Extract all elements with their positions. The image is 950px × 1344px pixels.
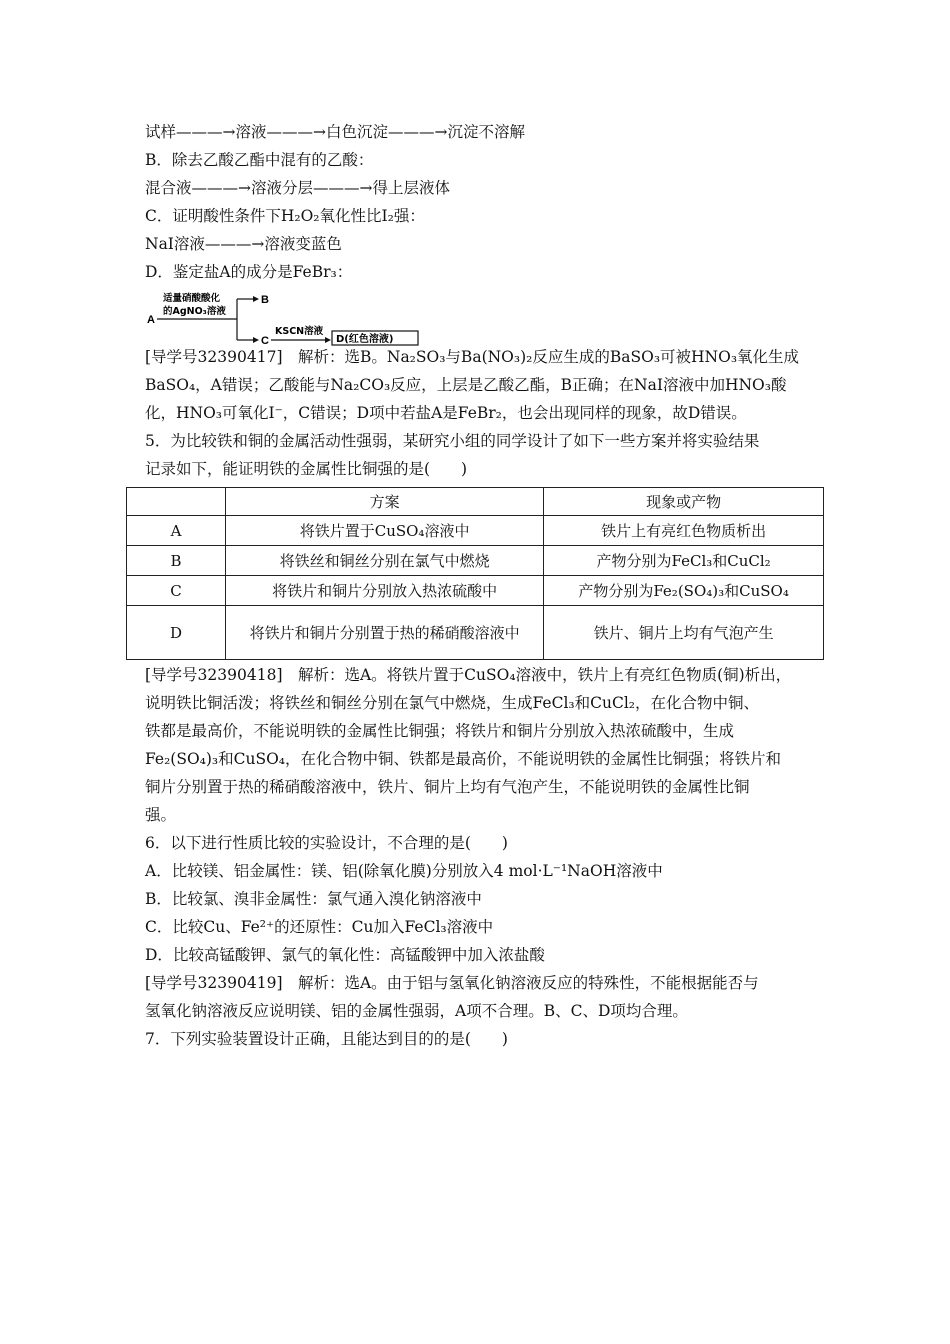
q5-line: 5．为比较铁和铜的金属活动性强弱，某研究小组的同学设计了如下一些方案并将实验结果 [145,432,760,450]
table-cell: 产物分别为FeCl₃和CuCl₂ [544,546,824,576]
table-header-cell: 现象或产物 [544,488,824,516]
diagram-label-b: B [261,294,269,306]
table-header-cell [127,488,226,516]
diagram-label-a: A [147,314,155,326]
q6-option: C．比较Cu、Fe²⁺的还原性：Cu加入FeCl₃溶液中 [145,918,494,936]
q4-answer-line: BaSO₄，A错误；乙酸能与Na₂CO₃反应，上层是乙酸乙酯，B正确；在NaI溶液中加HNO₃酸 [145,376,787,394]
q4-answer-line: 化，HNO₃可氧化I⁻，C错误；D项中若盐A是FeBr₂，也会出现同样的现象，故D错误。 [145,404,747,422]
fecl-test-diagram [145,290,425,346]
diagram-result: D(红色溶液) [336,334,394,345]
q5-answer-line: [导学号32390418] 解析：选A。将铁片置于CuSO₄溶液中，铁片上有亮红色物质(铜)析出， [145,666,792,684]
diagram-reagent2: KSCN溶液 [275,326,324,337]
option-a-flow: 试样———→溶液———→白色沉淀———→沉淀不溶解 [145,123,525,141]
table-cell: C [127,576,226,606]
table-cell: B [127,546,226,576]
q5-line: 记录如下，能证明铁的金属性比铜强的是( ) [145,460,468,478]
table-cell: 铁片上有亮红色物质析出 [544,516,824,546]
option-b-flow: 混合液———→溶液分层———→得上层液体 [145,179,450,197]
option-c-title: C．证明酸性条件下H₂O₂氧化性比I₂强： [145,207,425,225]
table-cell: 铁片、铜片上均有气泡产生 [544,606,824,660]
question-6 [145,829,825,969]
table-cell: 将铁片和铜片分别放入热浓硫酸中 [225,576,543,606]
table-row [127,546,824,576]
table-header-row [127,488,824,516]
table-cell: 将铁片置于CuSO₄溶液中 [225,516,543,546]
table-cell: 将铁片和铜片分别置于热的稀硝酸溶液中 [225,606,543,660]
q6-answer-line: 氢氧化钠溶液反应说明镁、铝的金属性强弱，A项不合理。B、C、D项均合理。 [145,1002,688,1020]
q7-line: 7．下列实验装置设计正确，且能达到目的的是( ) [145,1030,508,1048]
q6-option: B．比较氯、溴非金属性：氯气通入溴化钠溶液中 [145,890,482,908]
q4-answer [145,343,825,427]
table-header-cell: 方案 [225,488,543,516]
q5-answer-line: 铜片分别置于热的稀硝酸溶液中，铁片、铜片上均有气泡产生，不能说明铁的金属性比铜 [145,778,750,796]
q5-answer-line: 强。 [145,806,177,824]
option-c-flow: NaI溶液———→溶液变蓝色 [145,235,342,253]
q4-answer-line: [导学号32390417] 解析：选B。Na₂SO₃与Ba(NO₃)₂反应生成的BaSO₃可被HNO₃氧化生成 [145,348,800,366]
diagram-reagent1-line2: 的AgNO₃溶液 [163,306,226,317]
diagram-label-c: C [261,335,269,346]
option-b-title: B．除去乙酸乙酯中混有的乙酸： [145,151,374,169]
q6-answer-line: [导学号32390419] 解析：选A。由于铝与氢氧化钠溶液反应的特殊性，不能根据能否与 [145,974,759,992]
table-cell: 将铁丝和铜丝分别在氯气中燃烧 [225,546,543,576]
arrowhead-b [253,296,259,302]
q6-option: D．比较高锰酸钾、氯气的氧化性：高锰酸钾中加入浓盐酸 [145,946,545,964]
q6-option: A．比较镁、铝金属性：镁、铝(除氧化膜)分别放入4 mol·L⁻¹NaOH溶液中 [145,862,663,880]
table-cell: 产物分别为Fe₂(SO₄)₃和CuSO₄ [544,576,824,606]
question-5 [145,427,825,483]
table-row [127,576,824,606]
diagram-reagent1-line1: 适量硝酸酸化 [163,293,221,304]
q5-answer [145,661,825,829]
q5-answer-line: 说明铁比铜活泼；将铁丝和铜丝分别在氯气中燃烧，生成FeCl₃和CuCl₂，在化合物中铜、 [145,694,759,712]
q5-answer-line: 铁都是最高价，不能说明铁的金属性比铜强；将铁片和铜片分别放入热浓硫酸中，生成 [145,722,735,740]
q6-answer [145,969,825,1025]
table-cell: D [127,606,226,660]
q5-answer-line: Fe₂(SO₄)₃和CuSO₄，在化合物中铜、铁都是最高价，不能说明铁的金属性比铜强；将铁片和 [145,750,782,768]
table-row [127,606,824,660]
comparison-table [126,487,824,660]
question-7 [145,1025,825,1053]
q6-line: 6．以下进行性质比较的实验设计，不合理的是( ) [145,834,508,852]
table-row [127,516,824,546]
table-cell: A [127,516,226,546]
option-d-title: D．鉴定盐A的成分是FeBr₃： [145,263,353,281]
